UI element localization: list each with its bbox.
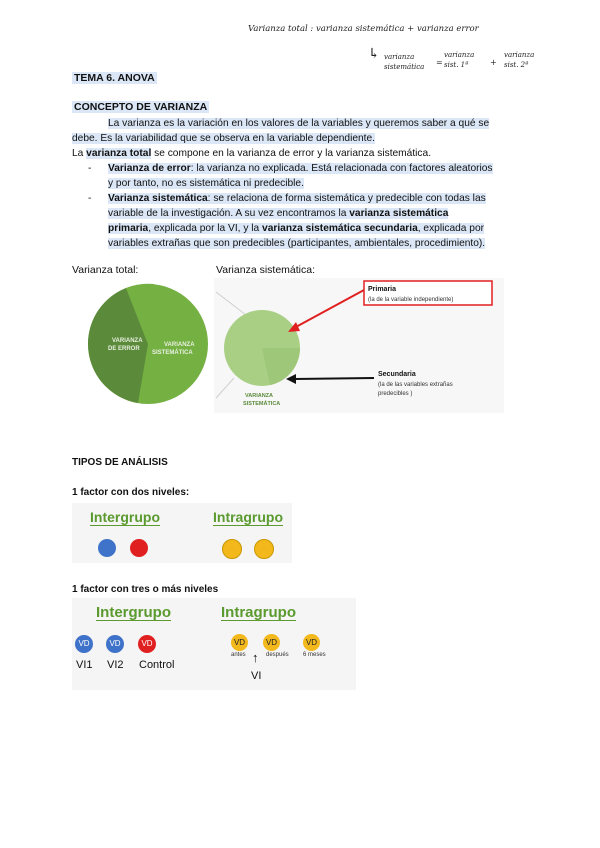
label-despues: después bbox=[266, 652, 289, 658]
handwritten-sist2: varianza sist. 2ª bbox=[504, 51, 535, 69]
label-vi2: VI2 bbox=[107, 659, 124, 671]
circle-red bbox=[130, 539, 148, 557]
vd-circle-vi2: VD bbox=[106, 635, 124, 653]
pie1-error-line1: VARIANZA bbox=[112, 338, 143, 344]
pie-varianza-sistematica bbox=[214, 278, 504, 413]
subheading-dos-niveles: 1 factor con dos niveles: bbox=[72, 487, 190, 498]
label-vi: VI bbox=[251, 670, 262, 682]
label-varianza-sistematica: Varianza sistemática: bbox=[216, 264, 316, 276]
section-heading-tipos: TIPOS DE ANÁLISIS bbox=[72, 457, 168, 468]
label-vi1: VI1 bbox=[76, 659, 93, 671]
vd-circle-6-meses: VD bbox=[303, 634, 320, 651]
handwritten-sist: varianza sistemática bbox=[384, 53, 425, 71]
pie1-sist-line2: SISTEMÁTICA bbox=[152, 350, 193, 356]
handwritten-arrow: ↳ bbox=[368, 46, 380, 62]
vd-circle-despues: VD bbox=[263, 634, 280, 651]
pie2-label-line1: VARIANZA bbox=[245, 393, 274, 399]
pie2-label-line2: SISTEMÁTICA bbox=[243, 401, 281, 407]
secundaria-sub1: (la de las variables extrañas bbox=[378, 382, 453, 388]
circle-blue bbox=[98, 539, 116, 557]
title-intergrupo-1: Intergrupo bbox=[90, 509, 160, 525]
section-heading-concepto: CONCEPTO DE VARIANZA bbox=[74, 101, 208, 113]
title-intragrupo-2: Intragrupo bbox=[221, 604, 296, 621]
pie1-error-line2: DE ERROR bbox=[108, 346, 140, 352]
concept-paragraph: La varianza es la variación en los valores de la variables y queremos saber a qué se debe. Es la variabilidad que se observa en la variable dependiente. La varianza total se compone en la varianza de error y la varianza sistemática. bbox=[72, 118, 490, 159]
secundaria-title: Secundaria bbox=[378, 371, 416, 378]
vd-circle-vi1: VD bbox=[75, 635, 93, 653]
arrow-up-icon: ↑ bbox=[252, 650, 259, 665]
pie1-sist-line1: VARIANZA bbox=[164, 342, 195, 348]
handwritten-eq: = bbox=[436, 58, 443, 67]
handwritten-equation: Varianza total : varianza sistemática + varianza error bbox=[248, 24, 479, 34]
handwritten-plus: + bbox=[490, 58, 497, 67]
subheading-tres-niveles: 1 factor con tres o más niveles bbox=[72, 584, 219, 595]
title-intergrupo-2: Intergrupo bbox=[96, 604, 171, 621]
secundaria-arrow bbox=[294, 378, 374, 379]
primaria-sub: (la de la variable independiente) bbox=[368, 297, 454, 303]
pie-slice-error bbox=[88, 344, 148, 403]
label-control: Control bbox=[139, 659, 175, 671]
circle-yellow-2 bbox=[254, 539, 274, 559]
bullet-error: - Varianza de error: la varianza no explicada. Está relacionada con factores aleatorios y por tanto, no es sistemática ni predecible. bbox=[88, 163, 493, 189]
label-antes: antes bbox=[231, 652, 246, 658]
pie-varianza-total bbox=[86, 282, 210, 406]
secundaria-sub2: predecibles ) bbox=[378, 391, 413, 397]
bullet-list bbox=[88, 161, 538, 251]
title-intragrupo-1: Intragrupo bbox=[213, 509, 283, 525]
handwritten-sist1: varianza sist. 1ª bbox=[444, 51, 475, 69]
primaria-title: Primaria bbox=[368, 286, 397, 293]
bullet-sistematica: - Varianza sistemática: se relaciona de forma sistemática y predecible con todas las variable de la investigación. A su vez encontramos la varianza sistemática primaria, explicada por la VI, y la varianza sistemática secundaria, explicada por variables extrañas que son predecibles (participantes, ambientales, procedimiento). bbox=[88, 193, 486, 249]
vd-circle-antes: VD bbox=[231, 634, 248, 651]
label-6-meses: 6 meses bbox=[303, 652, 326, 658]
label-varianza-total: Varianza total: bbox=[72, 264, 139, 276]
circle-yellow-1 bbox=[222, 539, 242, 559]
page-title: TEMA 6. ANOVA bbox=[74, 72, 155, 84]
vd-circle-control: VD bbox=[138, 635, 156, 653]
